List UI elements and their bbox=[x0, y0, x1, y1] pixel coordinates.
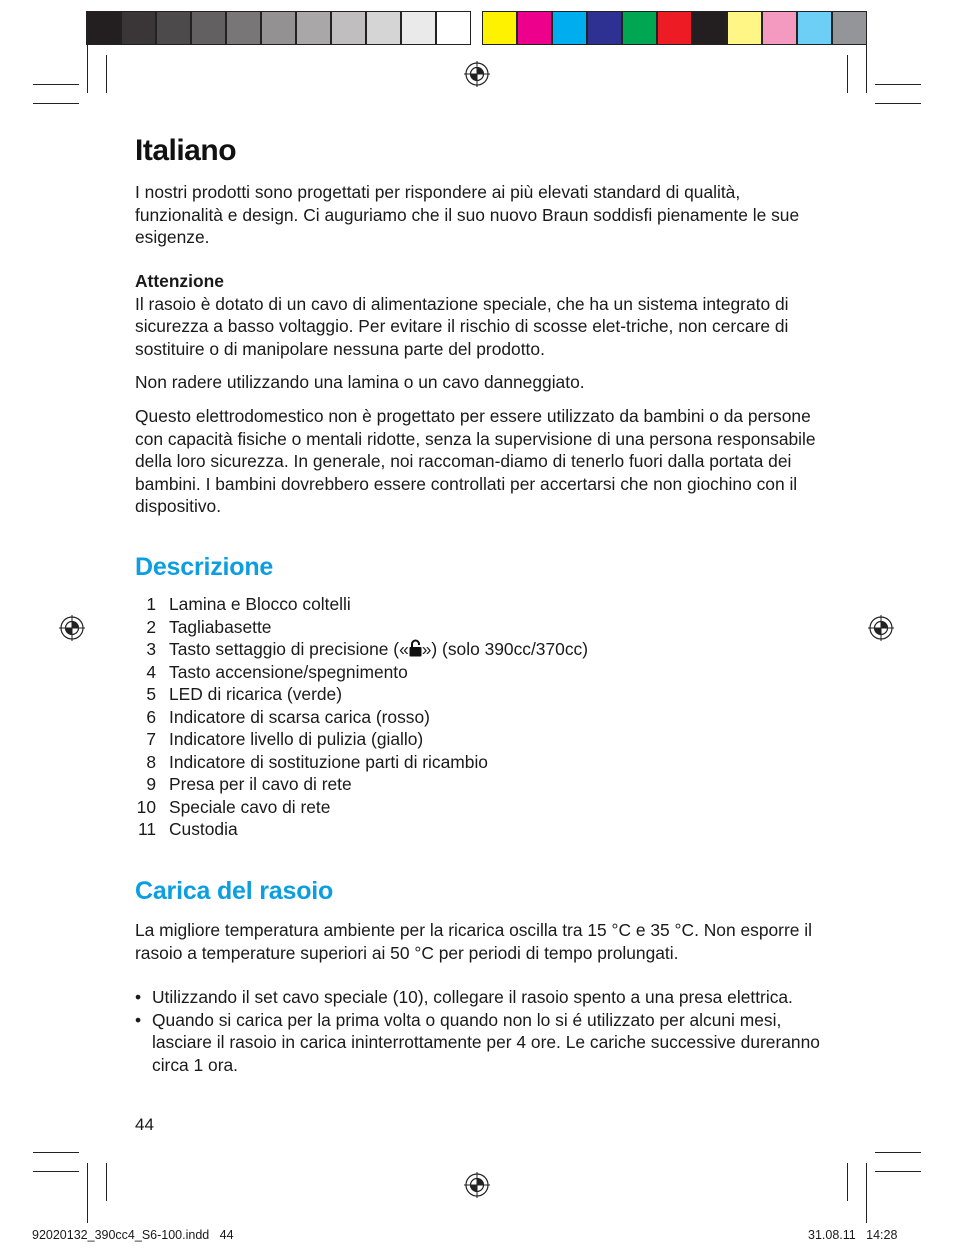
list-item-number: 6 bbox=[146, 706, 156, 727]
color-swatch bbox=[832, 11, 867, 45]
warning-text-1: Il rasoio è dotato di un cavo di alimentazione speciale, che ha un sistema integrato di sicurezza a basso voltaggio. Per evitare il rischio di scosse elet-triche, non cercare di sostituire o di manipolare nessuna parte del prodotto. bbox=[135, 293, 789, 359]
crop-mark bbox=[33, 84, 79, 85]
list-item-number: 11 bbox=[137, 819, 156, 839]
lock-icon bbox=[409, 639, 422, 657]
crop-mark bbox=[875, 1171, 921, 1172]
list-item-number: 8 bbox=[146, 751, 156, 772]
list-item bbox=[132, 706, 588, 729]
list-item bbox=[132, 683, 588, 706]
list-item-number: 1 bbox=[146, 594, 156, 614]
color-swatch bbox=[552, 11, 587, 45]
bullet-text: Utilizzando il set cavo speciale (10), collegare il rasoio spento a una presa elettrica. bbox=[152, 987, 793, 1007]
warning-section bbox=[135, 270, 825, 360]
color-swatch bbox=[797, 11, 832, 45]
list-item-number: 10 bbox=[136, 796, 156, 817]
list-item-label: Lamina e Blocco coltelli bbox=[169, 594, 351, 614]
list-item-number: 2 bbox=[146, 616, 156, 637]
list-item bbox=[132, 593, 588, 616]
registration-mark-icon bbox=[868, 615, 894, 641]
color-swatch bbox=[622, 11, 657, 45]
list-item-number: 4 bbox=[146, 661, 156, 682]
warning-text-2-block bbox=[135, 371, 825, 394]
color-swatch bbox=[657, 11, 692, 45]
list-item-label-start: Tasto settaggio di precisione (« bbox=[169, 639, 409, 659]
list-item-label-end: ») (solo 390cc/370cc) bbox=[421, 639, 589, 659]
crop-mark bbox=[87, 33, 88, 93]
description-list bbox=[132, 593, 588, 841]
color-swatch bbox=[156, 11, 191, 45]
color-swatch bbox=[366, 11, 401, 45]
color-swatch bbox=[331, 11, 366, 45]
crop-mark bbox=[106, 55, 107, 93]
page-number: 44 bbox=[135, 1115, 154, 1134]
list-item bbox=[132, 796, 588, 819]
warning-text-2: Non radere utilizzando una lamina o un cavo danneggiato. bbox=[135, 372, 585, 392]
crop-mark bbox=[875, 1152, 921, 1153]
list-item-label: Tagliabasette bbox=[169, 616, 272, 637]
color-swatch bbox=[226, 11, 261, 45]
list-item-number: 7 bbox=[146, 729, 156, 749]
intro-paragraph bbox=[135, 181, 825, 249]
charging-paragraph bbox=[135, 919, 825, 964]
color-swatch bbox=[121, 11, 156, 45]
crop-mark bbox=[106, 1163, 107, 1201]
color-swatch bbox=[482, 11, 517, 45]
list-item bbox=[132, 616, 588, 639]
bullet-item bbox=[135, 1009, 825, 1077]
list-item-label bbox=[169, 638, 588, 661]
bullet-dot-icon: • bbox=[135, 987, 142, 1007]
list-item-number: 3 bbox=[146, 639, 156, 659]
color-swatch bbox=[436, 11, 471, 45]
list-item-label: Indicatore livello di pulizia (giallo) bbox=[169, 729, 424, 749]
grayscale-color-bar bbox=[86, 11, 471, 47]
list-item bbox=[132, 751, 588, 774]
bullet-text: Quando si carica per la prima volta o quando non lo si é utilizzato per alcuni mesi, lasciare il rasoio in carica ininterrottamente per 4 ore. Le cariche successive dureranno circa 1 ora. bbox=[152, 1009, 820, 1075]
crop-mark bbox=[875, 84, 921, 85]
list-item-label: Presa per il cavo di rete bbox=[169, 774, 352, 794]
registration-mark-icon bbox=[464, 1172, 490, 1198]
warning-text-3-block bbox=[135, 405, 825, 518]
list-item-number: 9 bbox=[146, 774, 156, 794]
registration-mark-icon bbox=[464, 61, 490, 87]
warning-text-3: Questo elettrodomestico non è progettato per essere utilizzato da bambini o da persone con capacità fisiche o mentali ridotte, senza la supervisione di una persona responsabile della loro sicurezza. In generale, noi raccoman-diamo di tenerlo fuori dalla portata dei bambini. I bambini dovrebbero essere controllati per accertarsi che non giochino con il dispositivo. bbox=[135, 406, 816, 517]
bullet-dot-icon: • bbox=[135, 1009, 142, 1030]
crop-mark bbox=[33, 1152, 79, 1153]
warning-heading: Attenzione bbox=[135, 271, 224, 291]
registration-mark-icon bbox=[59, 615, 85, 641]
list-item bbox=[132, 638, 588, 661]
crop-mark bbox=[847, 55, 848, 93]
color-swatch bbox=[727, 11, 762, 45]
crop-mark bbox=[87, 1163, 88, 1223]
list-item-label: Indicatore di sostituzione parti di ricambio bbox=[169, 751, 488, 772]
color-swatch bbox=[86, 11, 121, 45]
crop-mark bbox=[33, 103, 79, 104]
list-item-label: Indicatore di scarsa carica (rosso) bbox=[169, 706, 430, 727]
crop-mark bbox=[875, 103, 921, 104]
list-item bbox=[132, 773, 588, 796]
list-item-label: Custodia bbox=[169, 819, 238, 839]
list-item bbox=[132, 728, 588, 751]
process-color-bar bbox=[482, 11, 867, 47]
color-swatch bbox=[401, 11, 436, 45]
bullet-item bbox=[135, 986, 825, 1009]
list-item bbox=[132, 661, 588, 684]
charging-bullets bbox=[135, 986, 825, 1076]
list-item-number: 5 bbox=[146, 684, 156, 704]
crop-mark bbox=[847, 1163, 848, 1201]
color-swatch bbox=[261, 11, 296, 45]
list-item bbox=[132, 818, 588, 841]
list-item-label: Speciale cavo di rete bbox=[169, 796, 331, 817]
color-swatch bbox=[762, 11, 797, 45]
intro-text: I nostri prodotti sono progettati per rispondere ai più elevati standard di qualità, funzionalità e design. Ci auguriamo che il suo nuovo Braun soddisfi pienamente le sue esigenze. bbox=[135, 182, 800, 248]
footer-filename: 92020132_390cc4_S6-100.indd 44 bbox=[32, 1228, 234, 1242]
charging-heading: Carica del rasoio bbox=[135, 877, 334, 905]
charging-text: La migliore temperatura ambiente per la ricarica oscilla tra 15 °C e 35 °C. Non esporre il rasoio a temperature superiori ai 50 °C per periodi di tempo prolungati. bbox=[135, 920, 812, 963]
color-swatch bbox=[296, 11, 331, 45]
description-heading: Descrizione bbox=[135, 553, 274, 581]
color-swatch bbox=[191, 11, 226, 45]
color-swatch bbox=[692, 11, 727, 45]
color-swatch bbox=[587, 11, 622, 45]
list-item-label: LED di ricarica (verde) bbox=[169, 684, 342, 704]
footer-timestamp: 31.08.11 14:28 bbox=[808, 1228, 898, 1242]
list-item-label: Tasto accensione/spegnimento bbox=[169, 661, 408, 682]
crop-mark bbox=[866, 1163, 867, 1223]
color-swatch bbox=[517, 11, 552, 45]
page-title: Italiano bbox=[135, 134, 237, 167]
crop-mark bbox=[33, 1171, 79, 1172]
crop-mark bbox=[866, 33, 867, 93]
